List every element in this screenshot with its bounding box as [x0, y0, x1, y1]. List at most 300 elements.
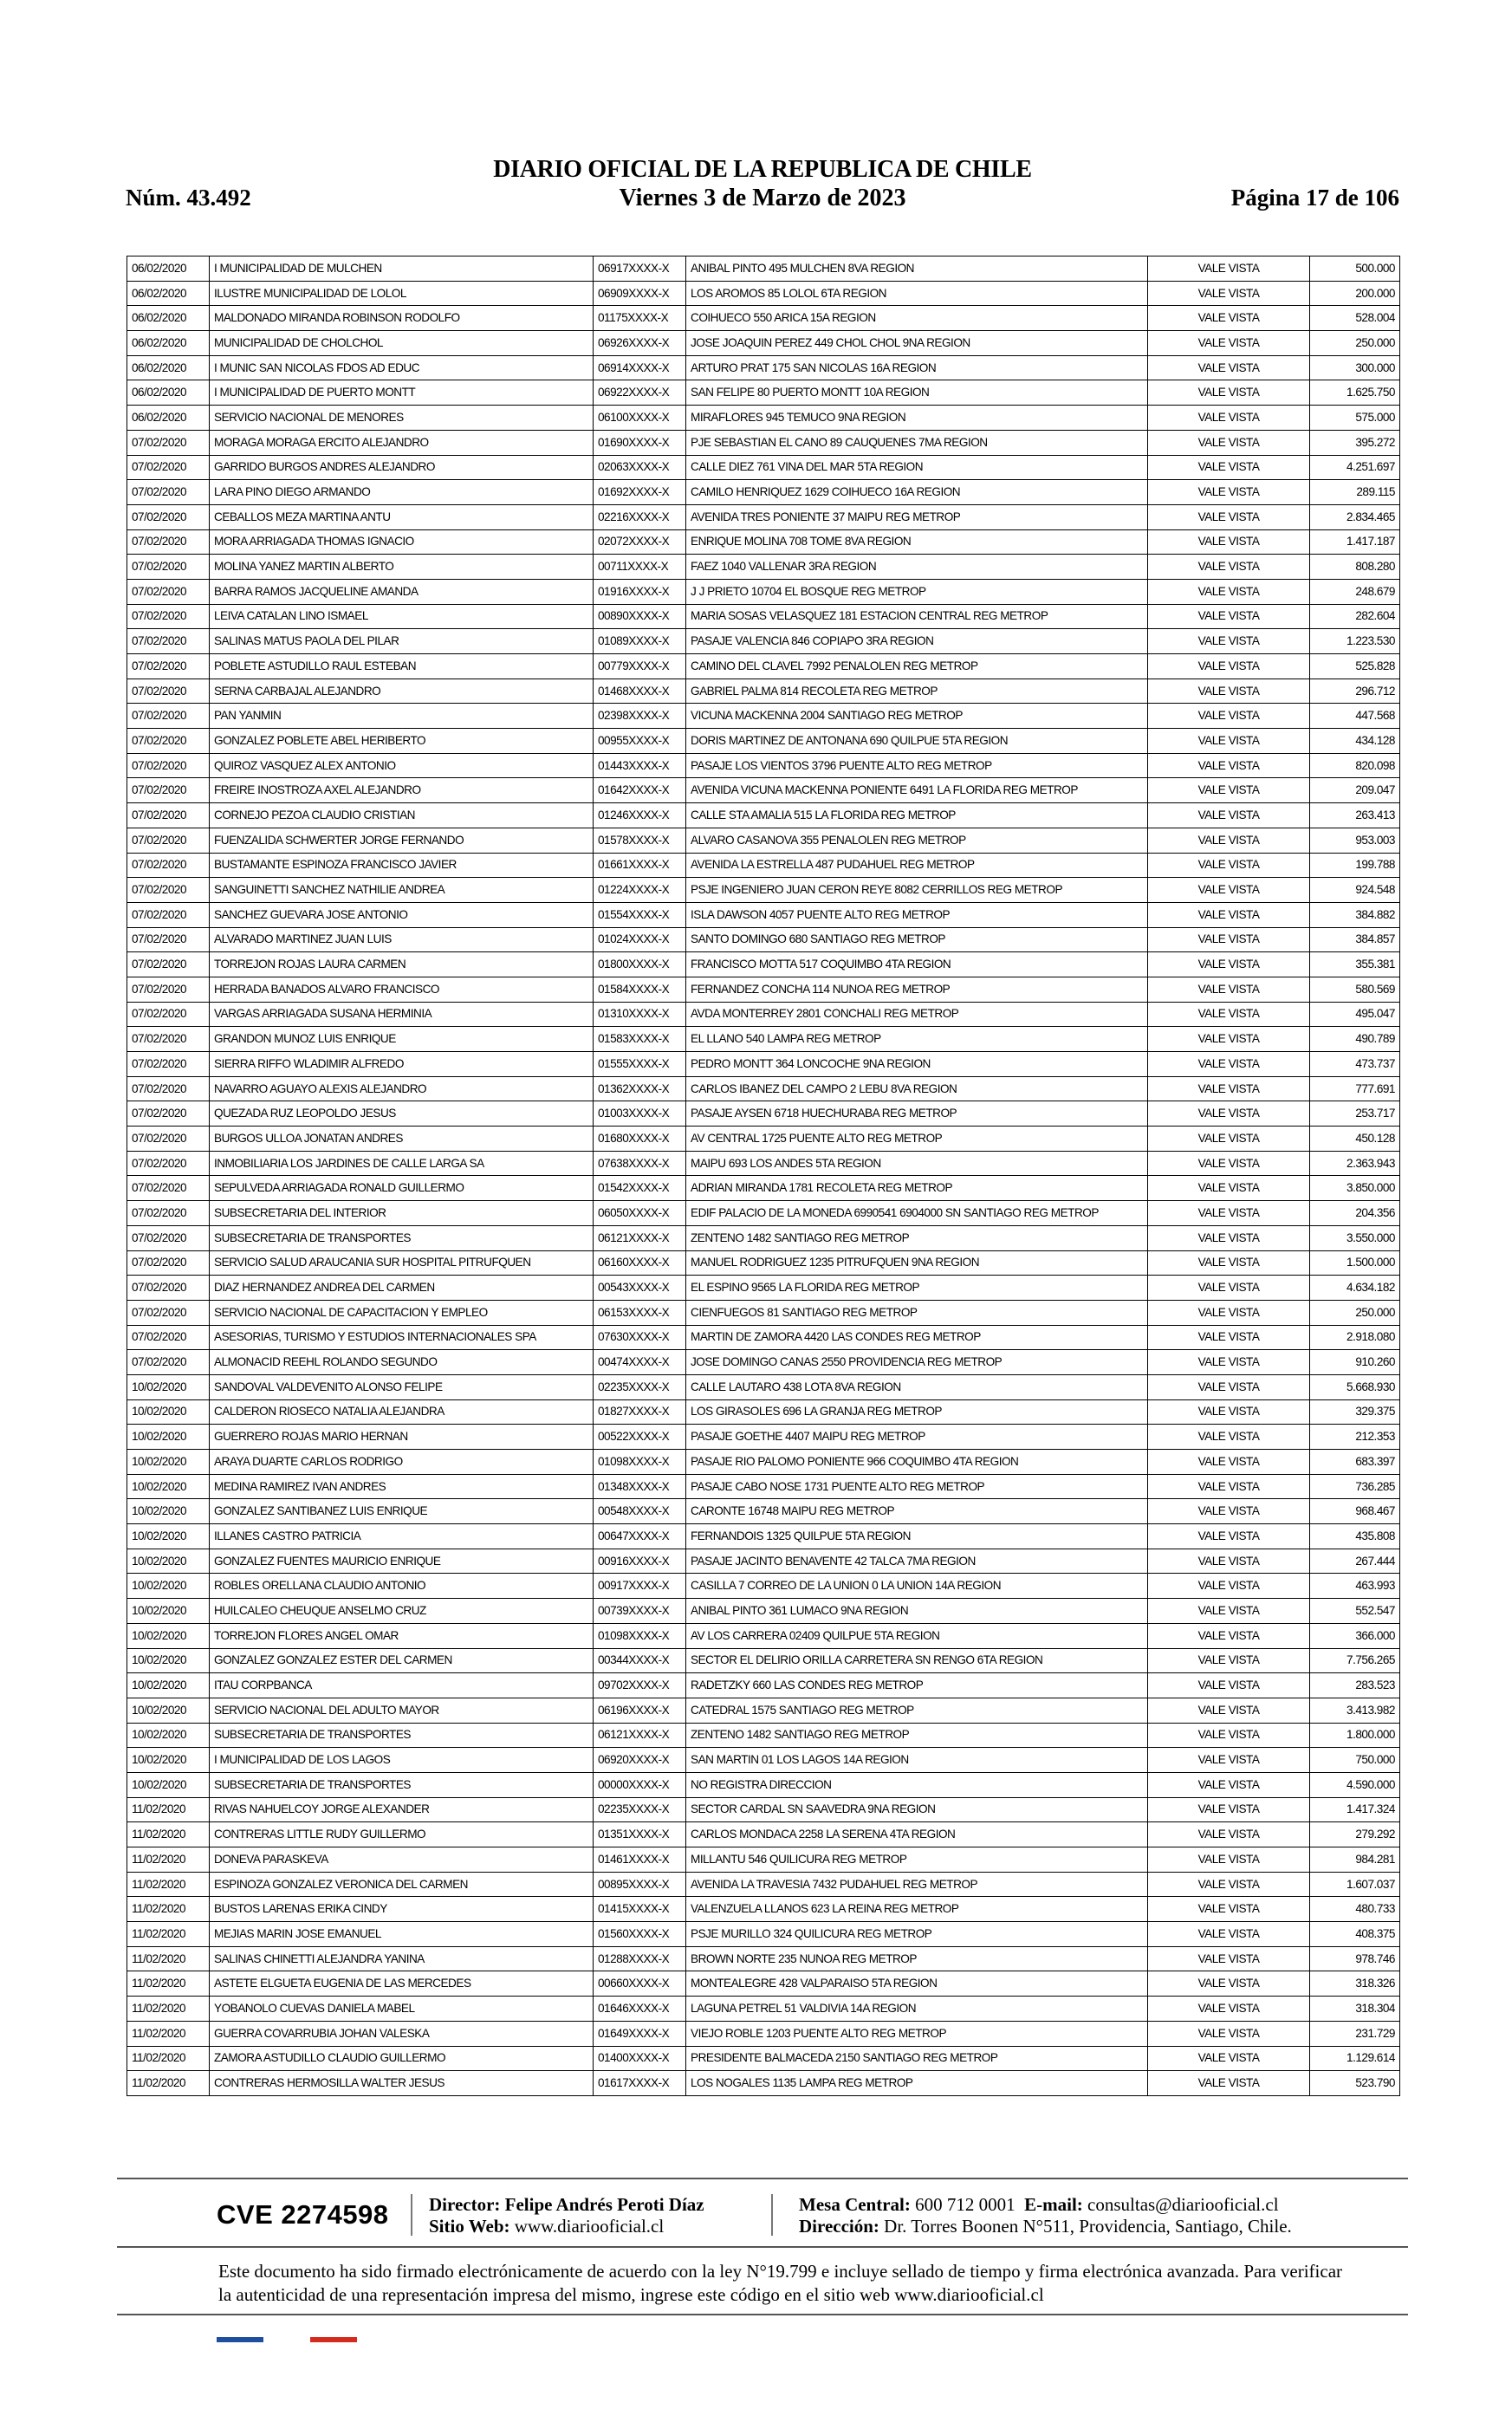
date-cell: 11/02/2020 — [127, 1822, 210, 1847]
address-cell: ANIBAL PINTO 495 MULCHEN 8VA REGION — [686, 256, 1148, 282]
table-row — [127, 355, 1400, 380]
table-row — [127, 1698, 1400, 1723]
payment-type-cell: VALE VISTA — [1148, 1797, 1310, 1822]
date-cell: 11/02/2020 — [127, 2071, 210, 2096]
payment-type-cell: VALE VISTA — [1148, 1127, 1310, 1152]
payment-type-cell: VALE VISTA — [1148, 1374, 1310, 1399]
payment-type-cell: VALE VISTA — [1148, 1250, 1310, 1276]
payment-type-cell: VALE VISTA — [1148, 579, 1310, 604]
table-row — [127, 1027, 1400, 1052]
date-cell: 11/02/2020 — [127, 1922, 210, 1947]
payment-type-cell: VALE VISTA — [1148, 753, 1310, 778]
date-cell: 11/02/2020 — [127, 1897, 210, 1922]
table-row — [127, 2021, 1400, 2046]
amount-cell: 2.834.465 — [1310, 504, 1400, 529]
amount-cell: 3.850.000 — [1310, 1176, 1400, 1201]
rut-cell: 01584XXXX-X — [594, 977, 686, 1002]
rut-cell: 01468XXXX-X — [594, 679, 686, 704]
payment-type-cell: VALE VISTA — [1148, 927, 1310, 952]
date-cell: 10/02/2020 — [127, 1698, 210, 1723]
payment-type-cell: VALE VISTA — [1148, 604, 1310, 629]
amount-cell: 1.417.324 — [1310, 1797, 1400, 1822]
payment-type-cell: VALE VISTA — [1148, 629, 1310, 654]
address-cell: ISLA DAWSON 4057 PUENTE ALTO REG METROP — [686, 902, 1148, 927]
amount-cell: 910.260 — [1310, 1350, 1400, 1375]
date-cell: 10/02/2020 — [127, 1673, 210, 1698]
date-cell: 07/02/2020 — [127, 629, 210, 654]
address-cell: AVENIDA LA ESTRELLA 487 PUDAHUEL REG METROP — [686, 853, 1148, 878]
rut-cell: 01555XXXX-X — [594, 1052, 686, 1077]
masthead — [126, 156, 1399, 213]
amount-cell: 279.292 — [1310, 1822, 1400, 1847]
page-indicator: Página 17 de 106 — [1230, 185, 1399, 211]
name-cell: GONZALEZ GONZALEZ ESTER DEL CARMEN — [210, 1648, 594, 1673]
address-cell: CAMILO HENRIQUEZ 1629 COIHUECO 16A REGION — [686, 480, 1148, 505]
rut-cell: 00955XXXX-X — [594, 729, 686, 754]
site-link[interactable]: www.diariooficial.cl — [514, 2216, 665, 2237]
amount-cell: 296.712 — [1310, 679, 1400, 704]
amount-cell: 683.397 — [1310, 1450, 1400, 1475]
payment-type-cell: VALE VISTA — [1148, 380, 1310, 406]
date-cell: 07/02/2020 — [127, 902, 210, 927]
amount-cell: 528.004 — [1310, 306, 1400, 331]
payment-type-cell: VALE VISTA — [1148, 1201, 1310, 1226]
address-cell: SAN FELIPE 80 PUERTO MONTT 10A REGION — [686, 380, 1148, 406]
table-row — [127, 1450, 1400, 1475]
rut-cell: 00660XXXX-X — [594, 1971, 686, 1997]
rut-cell: 01288XXXX-X — [594, 1946, 686, 1971]
address-cell: LOS NOGALES 1135 LAMPA REG METROP — [686, 2071, 1148, 2096]
name-cell: CALDERON RIOSECO NATALIA ALEJANDRA — [210, 1399, 594, 1425]
table-row — [127, 281, 1400, 306]
amount-cell: 1.625.750 — [1310, 380, 1400, 406]
payment-type-cell: VALE VISTA — [1148, 1648, 1310, 1673]
table-row — [127, 430, 1400, 455]
rut-cell: 01827XXXX-X — [594, 1399, 686, 1425]
payment-type-cell: VALE VISTA — [1148, 1101, 1310, 1127]
table-row — [127, 1872, 1400, 1897]
date-cell: 07/02/2020 — [127, 555, 210, 580]
address-cell: PASAJE JACINTO BENAVENTE 42 TALCA 7MA REGION — [686, 1549, 1148, 1574]
address-value: Dr. Torres Boonen N°511, Providencia, Santiago, Chile. — [884, 2216, 1292, 2237]
rut-cell: 01400XXXX-X — [594, 2046, 686, 2071]
address-cell: ZENTENO 1482 SANTIAGO REG METROP — [686, 1723, 1148, 1748]
rut-cell: 06160XXXX-X — [594, 1250, 686, 1276]
address-cell: MONTEALEGRE 428 VALPARAISO 5TA REGION — [686, 1971, 1148, 1997]
site-label: Sitio Web: — [429, 2216, 510, 2237]
payment-type-cell: VALE VISTA — [1148, 1822, 1310, 1847]
amount-cell: 289.115 — [1310, 480, 1400, 505]
table-row — [127, 1101, 1400, 1127]
name-cell: SERVICIO NACIONAL DE MENORES — [210, 406, 594, 431]
address-label: Dirección: — [799, 2216, 879, 2237]
rut-cell: 06121XXXX-X — [594, 1225, 686, 1250]
table-row — [127, 529, 1400, 555]
table-row — [127, 778, 1400, 803]
payment-type-cell: VALE VISTA — [1148, 679, 1310, 704]
date-cell: 07/02/2020 — [127, 1276, 210, 1301]
address-cell: PASAJE LOS VIENTOS 3796 PUENTE ALTO REG METROP — [686, 753, 1148, 778]
name-cell: TORREJON FLORES ANGEL OMAR — [210, 1623, 594, 1648]
table-row — [127, 1946, 1400, 1971]
rut-cell: 01024XXXX-X — [594, 927, 686, 952]
rut-cell: 07638XXXX-X — [594, 1151, 686, 1176]
rut-cell: 06922XXXX-X — [594, 380, 686, 406]
address-cell: PEDRO MONTT 364 LONCOCHE 9NA REGION — [686, 1052, 1148, 1077]
amount-cell: 480.733 — [1310, 1897, 1400, 1922]
rut-cell: 02072XXXX-X — [594, 529, 686, 555]
publication-title: DIARIO OFICIAL DE LA REPUBLICA DE CHILE — [493, 156, 1032, 183]
rut-cell: 00779XXXX-X — [594, 654, 686, 679]
amount-cell: 253.717 — [1310, 1101, 1400, 1127]
name-cell: I MUNICIPALIDAD DE LOS LAGOS — [210, 1748, 594, 1773]
amount-cell: 329.375 — [1310, 1399, 1400, 1425]
amount-cell: 231.729 — [1310, 2021, 1400, 2046]
name-cell: DONEVA PARASKEVA — [210, 1847, 594, 1873]
address-cell: AVENIDA VICUNA MACKENNA PONIENTE 6491 LA FLORIDA REG METROP — [686, 778, 1148, 803]
date-cell: 10/02/2020 — [127, 1499, 210, 1524]
name-cell: LEIVA CATALAN LINO ISMAEL — [210, 604, 594, 629]
email-label: E-mail: — [1024, 2194, 1083, 2215]
footer-divider — [771, 2194, 773, 2236]
date-cell: 07/02/2020 — [127, 579, 210, 604]
payment-type-cell: VALE VISTA — [1148, 529, 1310, 555]
date-cell: 11/02/2020 — [127, 1797, 210, 1822]
table-row — [127, 1076, 1400, 1101]
amount-cell: 525.828 — [1310, 654, 1400, 679]
name-cell: ALMONACID REEHL ROLANDO SEGUNDO — [210, 1350, 594, 1375]
address-cell: AVDA MONTERREY 2801 CONCHALI REG METROP — [686, 1002, 1148, 1027]
date-cell: 07/02/2020 — [127, 1127, 210, 1152]
email-link[interactable]: consultas@diariooficial.cl — [1087, 2194, 1279, 2215]
rut-cell: 00548XXXX-X — [594, 1499, 686, 1524]
payment-type-cell: VALE VISTA — [1148, 281, 1310, 306]
date-cell: 07/02/2020 — [127, 704, 210, 729]
name-cell: BURGOS ULLOA JONATAN ANDRES — [210, 1127, 594, 1152]
rut-cell: 01098XXXX-X — [594, 1450, 686, 1475]
name-cell: SERVICIO NACIONAL DE CAPACITACION Y EMPLEO — [210, 1300, 594, 1325]
payment-type-cell: VALE VISTA — [1148, 455, 1310, 480]
payment-type-cell: VALE VISTA — [1148, 1897, 1310, 1922]
amount-cell: 808.280 — [1310, 555, 1400, 580]
flag-blue-segment — [217, 2337, 263, 2342]
director-info — [429, 2194, 704, 2237]
rut-cell: 07630XXXX-X — [594, 1325, 686, 1350]
payment-type-cell: VALE VISTA — [1148, 1847, 1310, 1873]
rut-cell: 01224XXXX-X — [594, 878, 686, 903]
name-cell: INMOBILIARIA LOS JARDINES DE CALLE LARGA SA — [210, 1151, 594, 1176]
rut-cell: 00647XXXX-X — [594, 1524, 686, 1549]
table-row — [127, 704, 1400, 729]
address-cell: PASAJE VALENCIA 846 COPIAPO 3RA REGION — [686, 629, 1148, 654]
amount-cell: 250.000 — [1310, 1300, 1400, 1325]
date-cell: 07/02/2020 — [127, 1350, 210, 1375]
table-row — [127, 1151, 1400, 1176]
date-cell: 07/02/2020 — [127, 1300, 210, 1325]
amount-cell: 4.590.000 — [1310, 1772, 1400, 1797]
date-cell: 11/02/2020 — [127, 1997, 210, 2022]
address-cell: CAMINO DEL CLAVEL 7992 PENALOLEN REG METROP — [686, 654, 1148, 679]
name-cell: SUBSECRETARIA DE TRANSPORTES — [210, 1772, 594, 1797]
rut-cell: 00711XXXX-X — [594, 555, 686, 580]
payment-type-cell: VALE VISTA — [1148, 256, 1310, 282]
address-cell: CATEDRAL 1575 SANTIAGO REG METROP — [686, 1698, 1148, 1723]
table-row — [127, 753, 1400, 778]
date-cell: 10/02/2020 — [127, 1425, 210, 1450]
payment-type-cell: VALE VISTA — [1148, 355, 1310, 380]
date-cell: 07/02/2020 — [127, 654, 210, 679]
amount-cell: 978.746 — [1310, 1946, 1400, 1971]
table-row — [127, 1176, 1400, 1201]
table-row — [127, 654, 1400, 679]
amount-cell: 1.500.000 — [1310, 1250, 1400, 1276]
name-cell: SUBSECRETARIA DE TRANSPORTES — [210, 1225, 594, 1250]
amount-cell: 500.000 — [1310, 256, 1400, 282]
name-cell: CEBALLOS MEZA MARTINA ANTU — [210, 504, 594, 529]
rut-cell: 01617XXXX-X — [594, 2071, 686, 2096]
rut-cell: 02063XXXX-X — [594, 455, 686, 480]
name-cell: MEDINA RAMIREZ IVAN ANDRES — [210, 1474, 594, 1499]
amount-cell: 968.467 — [1310, 1499, 1400, 1524]
records-table — [127, 256, 1400, 2096]
date-cell: 11/02/2020 — [127, 2021, 210, 2046]
table-row — [127, 679, 1400, 704]
amount-cell: 4.634.182 — [1310, 1276, 1400, 1301]
address-cell: GABRIEL PALMA 814 RECOLETA REG METROP — [686, 679, 1148, 704]
name-cell: SANCHEZ GUEVARA JOSE ANTONIO — [210, 902, 594, 927]
address-cell: PASAJE CABO NOSE 1731 PUENTE ALTO REG METROP — [686, 1474, 1148, 1499]
payment-type-cell: VALE VISTA — [1148, 828, 1310, 853]
amount-cell: 395.272 — [1310, 430, 1400, 455]
director-name: Felipe Andrés Peroti Díaz — [504, 2194, 704, 2215]
rut-cell: 01646XXXX-X — [594, 1997, 686, 2022]
rut-cell: 01310XXXX-X — [594, 1002, 686, 1027]
date-cell: 10/02/2020 — [127, 1524, 210, 1549]
date-cell: 07/02/2020 — [127, 729, 210, 754]
date-cell: 11/02/2020 — [127, 1872, 210, 1897]
amount-cell: 2.363.943 — [1310, 1151, 1400, 1176]
address-cell: CARONTE 16748 MAIPU REG METROP — [686, 1499, 1148, 1524]
address-cell: JOSE DOMINGO CANAS 2550 PROVIDENCIA REG METROP — [686, 1350, 1148, 1375]
name-cell: ILUSTRE MUNICIPALIDAD DE LOLOL — [210, 281, 594, 306]
amount-cell: 1.800.000 — [1310, 1723, 1400, 1748]
date-cell: 11/02/2020 — [127, 2046, 210, 2071]
name-cell: QUEZADA RUZ LEOPOLDO JESUS — [210, 1101, 594, 1127]
publication-date: Viernes 3 de Marzo de 2023 — [619, 185, 906, 211]
name-cell: PAN YANMIN — [210, 704, 594, 729]
table-row — [127, 1922, 1400, 1947]
rut-cell: 00916XXXX-X — [594, 1549, 686, 1574]
amount-cell: 248.679 — [1310, 579, 1400, 604]
address-cell: SANTO DOMINGO 680 SANTIAGO REG METROP — [686, 927, 1148, 952]
payment-type-cell: VALE VISTA — [1148, 1425, 1310, 1450]
address-cell: COIHUECO 550 ARICA 15A REGION — [686, 306, 1148, 331]
name-cell: I MUNIC SAN NICOLAS FDOS AD EDUC — [210, 355, 594, 380]
date-cell: 10/02/2020 — [127, 1723, 210, 1748]
address-cell: FERNANDOIS 1325 QUILPUE 5TA REGION — [686, 1524, 1148, 1549]
address-cell: PASAJE AYSEN 6718 HUECHURABA REG METROP — [686, 1101, 1148, 1127]
date-cell: 07/02/2020 — [127, 1225, 210, 1250]
table-row — [127, 1325, 1400, 1350]
name-cell: ARAYA DUARTE CARLOS RODRIGO — [210, 1450, 594, 1475]
table-row — [127, 555, 1400, 580]
table-row — [127, 306, 1400, 331]
payment-type-cell: VALE VISTA — [1148, 654, 1310, 679]
rut-cell: 00000XXXX-X — [594, 1772, 686, 1797]
name-cell: CORNEJO PEZOA CLAUDIO CRISTIAN — [210, 803, 594, 828]
name-cell: SALINAS MATUS PAOLA DEL PILAR — [210, 629, 594, 654]
table-row — [127, 878, 1400, 903]
rut-cell: 01351XXXX-X — [594, 1822, 686, 1847]
address-cell: SECTOR EL DELIRIO ORILLA CARRETERA SN RENGO 6TA REGION — [686, 1648, 1148, 1673]
amount-cell: 924.548 — [1310, 878, 1400, 903]
address-cell: VICUNA MACKENNA 2004 SANTIAGO REG METROP — [686, 704, 1148, 729]
address-cell: NO REGISTRA DIRECCION — [686, 1772, 1148, 1797]
payment-type-cell: VALE VISTA — [1148, 480, 1310, 505]
address-cell: MANUEL RODRIGUEZ 1235 PITRUFQUEN 9NA REGION — [686, 1250, 1148, 1276]
name-cell: GONZALEZ FUENTES MAURICIO ENRIQUE — [210, 1549, 594, 1574]
payment-type-cell: VALE VISTA — [1148, 331, 1310, 356]
table-row — [127, 331, 1400, 356]
date-cell: 07/02/2020 — [127, 679, 210, 704]
address-cell: MARIA SOSAS VELASQUEZ 181 ESTACION CENTRAL REG METROP — [686, 604, 1148, 629]
payment-type-cell: VALE VISTA — [1148, 1474, 1310, 1499]
address-cell: MILLANTU 546 QUILICURA REG METROP — [686, 1847, 1148, 1873]
rut-cell: 06920XXXX-X — [594, 1748, 686, 1773]
address-cell: SECTOR CARDAL SN SAAVEDRA 9NA REGION — [686, 1797, 1148, 1822]
rut-cell: 06153XXXX-X — [594, 1300, 686, 1325]
address-cell: AV CENTRAL 1725 PUENTE ALTO REG METROP — [686, 1127, 1148, 1152]
amount-cell: 1.607.037 — [1310, 1872, 1400, 1897]
table-row — [127, 1997, 1400, 2022]
table-row — [127, 1772, 1400, 1797]
payment-type-cell: VALE VISTA — [1148, 902, 1310, 927]
date-cell: 07/02/2020 — [127, 1002, 210, 1027]
table-row — [127, 1499, 1400, 1524]
name-cell: SUBSECRETARIA DEL INTERIOR — [210, 1201, 594, 1226]
rut-cell: 01692XXXX-X — [594, 480, 686, 505]
table-row — [127, 1350, 1400, 1375]
name-cell: LARA PINO DIEGO ARMANDO — [210, 480, 594, 505]
amount-cell: 355.381 — [1310, 952, 1400, 977]
mesa-label: Mesa Central: — [799, 2194, 911, 2215]
name-cell: BUSTOS LARENAS ERIKA CINDY — [210, 1897, 594, 1922]
amount-cell: 580.569 — [1310, 977, 1400, 1002]
footer — [217, 2191, 1317, 2243]
amount-cell: 282.604 — [1310, 604, 1400, 629]
name-cell: YOBANOLO CUEVAS DANIELA MABEL — [210, 1997, 594, 2022]
amount-cell: 5.668.930 — [1310, 1374, 1400, 1399]
name-cell: ESPINOZA GONZALEZ VERONICA DEL CARMEN — [210, 1872, 594, 1897]
name-cell: I MUNICIPALIDAD DE MULCHEN — [210, 256, 594, 282]
payment-type-cell: VALE VISTA — [1148, 952, 1310, 977]
table-row — [127, 604, 1400, 629]
table-row — [127, 1374, 1400, 1399]
name-cell: BARRA RAMOS JACQUELINE AMANDA — [210, 579, 594, 604]
rut-cell: 00344XXXX-X — [594, 1648, 686, 1673]
name-cell: GONZALEZ SANTIBANEZ LUIS ENRIQUE — [210, 1499, 594, 1524]
date-cell: 07/02/2020 — [127, 853, 210, 878]
name-cell: SIERRA RIFFO WLADIMIR ALFREDO — [210, 1052, 594, 1077]
payment-type-cell: VALE VISTA — [1148, 704, 1310, 729]
rut-cell: 01003XXXX-X — [594, 1101, 686, 1127]
payment-type-cell: VALE VISTA — [1148, 1748, 1310, 1773]
table-row — [127, 480, 1400, 505]
date-cell: 07/02/2020 — [127, 1052, 210, 1077]
payment-type-cell: VALE VISTA — [1148, 1997, 1310, 2022]
address-cell: FAEZ 1040 VALLENAR 3RA REGION — [686, 555, 1148, 580]
date-cell: 10/02/2020 — [127, 1574, 210, 1599]
payment-type-cell: VALE VISTA — [1148, 406, 1310, 431]
address-cell: CARLOS IBANEZ DEL CAMPO 2 LEBU 8VA REGION — [686, 1076, 1148, 1101]
amount-cell: 575.000 — [1310, 406, 1400, 431]
footer-divider — [411, 2194, 412, 2236]
table-row — [127, 977, 1400, 1002]
table-row — [127, 1623, 1400, 1648]
payment-type-cell: VALE VISTA — [1148, 1946, 1310, 1971]
payment-type-cell: VALE VISTA — [1148, 306, 1310, 331]
payment-type-cell: VALE VISTA — [1148, 1524, 1310, 1549]
amount-cell: 447.568 — [1310, 704, 1400, 729]
table-row — [127, 1723, 1400, 1748]
address-cell: AVENIDA TRES PONIENTE 37 MAIPU REG METROP — [686, 504, 1148, 529]
amount-cell: 300.000 — [1310, 355, 1400, 380]
table-row — [127, 579, 1400, 604]
table-row — [127, 1052, 1400, 1077]
amount-cell: 434.128 — [1310, 729, 1400, 754]
name-cell: GRANDON MUNOZ LUIS ENRIQUE — [210, 1027, 594, 1052]
date-cell: 07/02/2020 — [127, 1027, 210, 1052]
date-cell: 10/02/2020 — [127, 1599, 210, 1624]
rut-cell: 00522XXXX-X — [594, 1425, 686, 1450]
rut-cell: 01554XXXX-X — [594, 902, 686, 927]
amount-cell: 450.128 — [1310, 1127, 1400, 1152]
table-row — [127, 629, 1400, 654]
payment-type-cell: VALE VISTA — [1148, 2046, 1310, 2071]
flag-white-segment — [263, 2337, 310, 2342]
date-cell: 07/02/2020 — [127, 480, 210, 505]
date-cell: 10/02/2020 — [127, 1399, 210, 1425]
address-cell: JOSE JOAQUIN PEREZ 449 CHOL CHOL 9NA REGION — [686, 331, 1148, 356]
address-cell: ENRIQUE MOLINA 708 TOME 8VA REGION — [686, 529, 1148, 555]
table-row — [127, 1002, 1400, 1027]
name-cell: TORREJON ROJAS LAURA CARMEN — [210, 952, 594, 977]
amount-cell: 495.047 — [1310, 1002, 1400, 1027]
name-cell: HUILCALEO CHEUQUE ANSELMO CRUZ — [210, 1599, 594, 1624]
payment-type-cell: VALE VISTA — [1148, 1027, 1310, 1052]
rut-cell: 01578XXXX-X — [594, 828, 686, 853]
footer-top-rule — [117, 2178, 1408, 2179]
payment-type-cell: VALE VISTA — [1148, 1399, 1310, 1425]
amount-cell: 490.789 — [1310, 1027, 1400, 1052]
address-cell: CARLOS MONDACA 2258 LA SERENA 4TA REGION — [686, 1822, 1148, 1847]
amount-cell: 552.547 — [1310, 1599, 1400, 1624]
date-cell: 10/02/2020 — [127, 1623, 210, 1648]
name-cell: NAVARRO AGUAYO ALEXIS ALEJANDRO — [210, 1076, 594, 1101]
rut-cell: 06050XXXX-X — [594, 1201, 686, 1226]
payment-type-cell: VALE VISTA — [1148, 1151, 1310, 1176]
amount-cell: 250.000 — [1310, 331, 1400, 356]
name-cell: MORAGA MORAGA ERCITO ALEJANDRO — [210, 430, 594, 455]
payment-type-cell: VALE VISTA — [1148, 504, 1310, 529]
amount-cell: 200.000 — [1310, 281, 1400, 306]
rut-cell: 00474XXXX-X — [594, 1350, 686, 1375]
name-cell: CONTRERAS LITTLE RUDY GUILLERMO — [210, 1822, 594, 1847]
payment-type-cell: VALE VISTA — [1148, 430, 1310, 455]
payment-type-cell: VALE VISTA — [1148, 853, 1310, 878]
date-cell: 10/02/2020 — [127, 1648, 210, 1673]
table-row — [127, 927, 1400, 952]
